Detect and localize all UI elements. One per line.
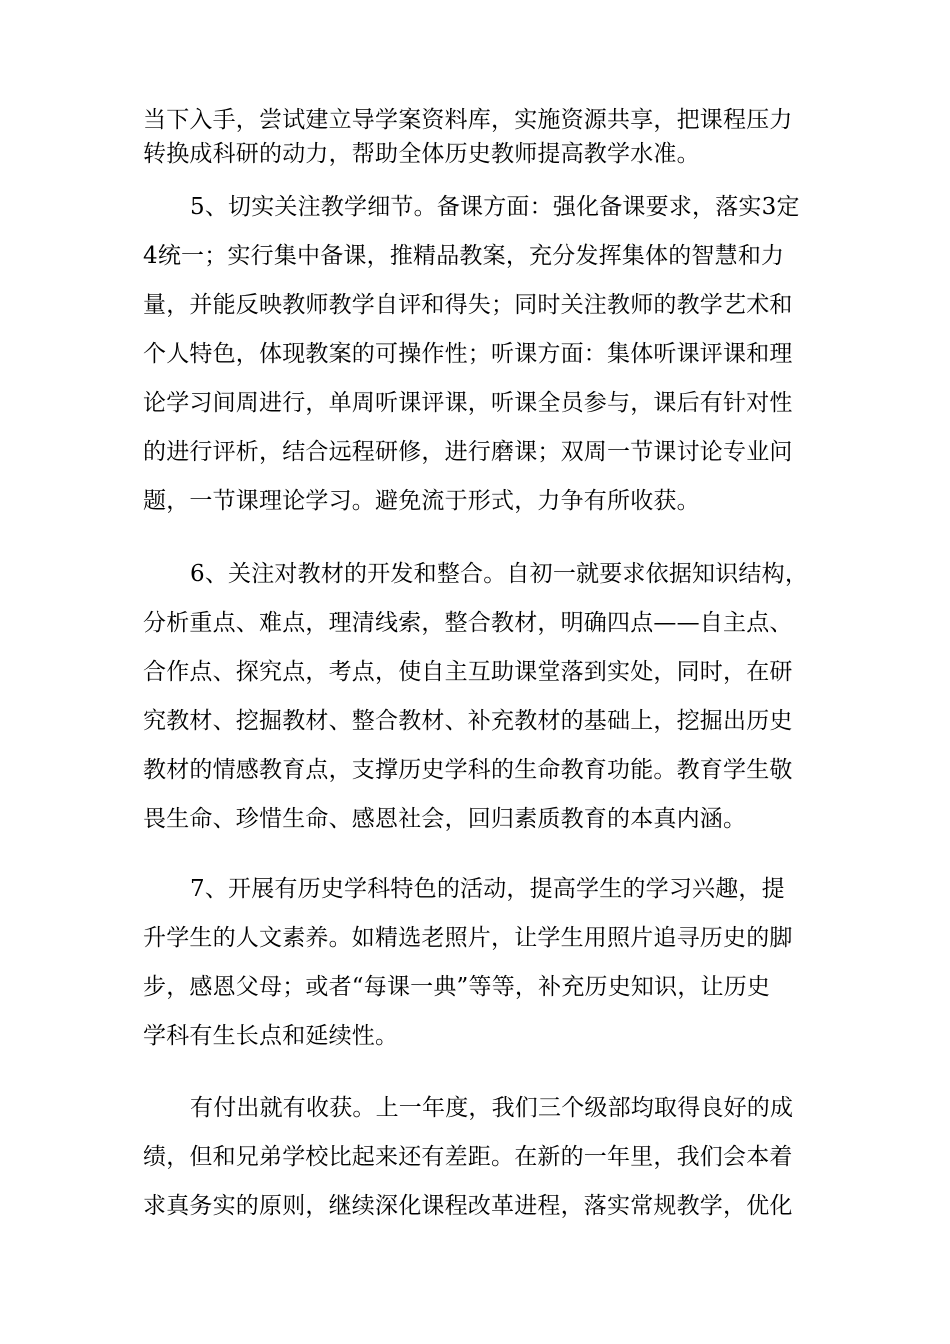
text-line: 量，并能反映教师教学自评和得失；同时关注教师的教学艺术和: [143, 292, 793, 318]
text-line: 4统一；实行集中备课，推精品教案，充分发挥集体的智慧和力: [143, 243, 785, 269]
text-line: 转换成科研的动力，帮助全体历史教师提高教学水准。: [143, 141, 700, 167]
text-line: 5、切实关注教学细节。备课方面：强化备课要求，落实3定: [190, 194, 800, 220]
text-line: 合作点、探究点，考点，使自主互助课堂落到实处，同时，在研: [143, 659, 793, 685]
text-line: 绩，但和兄弟学校比起来还有差距。在新的一年里，我们会本着: [143, 1144, 793, 1170]
text-line: 当下入手，尝试建立导学案资料库，实施资源共享，把课程压力: [143, 107, 793, 133]
text-line: 题，一节课理论学习。避免流于形式，力争有所收获。: [143, 488, 700, 514]
text-line: 分析重点、难点，理清线索，整合教材，明确四点——自主点、: [143, 610, 793, 636]
paragraph-item-5: [143, 183, 815, 526]
text-line: 6、关注对教材的开发和整合。自初一就要求依据知识结构，: [190, 561, 809, 587]
text-line: 求真务实的原则，继续深化课程改革进程，落实常规教学，优化: [143, 1193, 793, 1219]
text-line: 个人特色，体现教案的可操作性；听课方面：集体听课评课和理: [143, 341, 793, 367]
text-line: 的进行评析，结合远程研修，进行磨课；双周一节课讨论专业问: [143, 439, 793, 465]
text-line: 论学习间周进行，单周听课评课，听课全员参与，课后有针对性: [143, 390, 793, 416]
paragraph-intro-continuation: [143, 103, 815, 171]
text-line: 教材的情感教育点，支撑历史学科的生命教育功能。教育学生敬: [143, 757, 793, 783]
text-line: 7、开展有历史学科特色的活动，提高学生的学习兴趣，提: [190, 876, 785, 902]
text-line: 有付出就有收获。上一年度，我们三个级部均取得良好的成: [190, 1095, 794, 1121]
text-line: 究教材、挖掘教材、整合教材、补充教材的基础上，挖掘出历史: [143, 708, 793, 734]
text-line: 升学生的人文素养。如精选老照片，让学生用照片追寻历史的脚: [143, 925, 793, 951]
paragraph-conclusion: [143, 1084, 815, 1231]
text-line: 学科有生长点和延续性。: [143, 1023, 399, 1049]
paragraph-item-6: [143, 550, 815, 844]
paragraph-item-7: [143, 865, 815, 1061]
text-line: 步，感恩父母；或者“每课一典”等等，补充历史知识，让历史: [143, 974, 771, 1000]
text-line: 畏生命、珍惜生命、感恩社会，回归素质教育的本真内涵。: [143, 806, 747, 832]
